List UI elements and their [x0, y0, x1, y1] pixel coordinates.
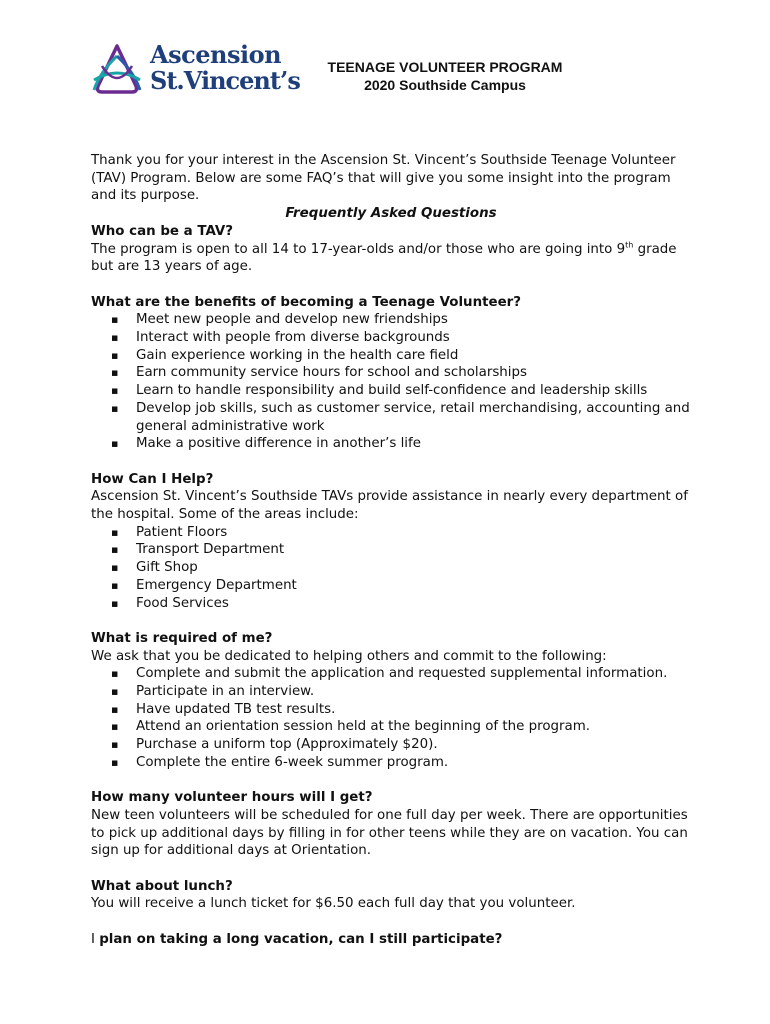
list-item: ▪ Transport Department — [91, 541, 691, 559]
answer-who — [91, 241, 691, 276]
question-lunch: What about lunch? — [91, 878, 233, 894]
document-subtitle: 2020 Southside Campus — [364, 77, 526, 93]
logo-line-ascension: Ascension — [150, 40, 282, 69]
question-vacation-prefix: I — [91, 931, 100, 947]
answer-who-superscript: th — [625, 240, 634, 250]
list-item: ▪ Complete and submit the application and requested supplemental information. — [91, 665, 691, 683]
document-body — [91, 152, 691, 949]
list-item: ▪ Make a positive difference in another’s life — [91, 435, 691, 453]
question-vacation — [91, 931, 691, 949]
benefits-list — [91, 311, 691, 453]
list-item: ▪ Purchase a uniform top (Approximately $20). — [91, 736, 691, 754]
list-item: ▪ Meet new people and develop new friendships — [91, 311, 691, 329]
question-help: How Can I Help? — [91, 471, 214, 487]
question-who: Who can be a TAV? — [91, 223, 234, 239]
intro-paragraph: Thank you for your interest in the Ascension St. Vincent’s Southside Teenage Volunteer (TAV) Program. Below are some FAQ’s that will give you some insight into the program and its purpose. — [91, 153, 676, 204]
list-item: ▪ Gain experience working in the health care field — [91, 347, 691, 365]
question-hours: How many volunteer hours will I get? — [91, 790, 373, 806]
list-item: ▪ Learn to handle responsibility and build self-confidence and leadership skills — [91, 382, 691, 400]
question-required: What is required of me? — [91, 630, 273, 646]
list-item: ▪ Attend an orientation session held at the beginning of the program. — [91, 718, 691, 736]
document-title: TEENAGE VOLUNTEER PROGRAM — [327, 59, 563, 75]
list-item: ▪ Develop job skills, such as customer service, retail merchandising, accounting and general administrative work — [91, 400, 691, 435]
question-benefits: What are the benefits of becoming a Teenage Volunteer? — [91, 294, 522, 310]
list-item: ▪ Earn community service hours for school and scholarships — [91, 364, 691, 382]
list-item: ▪ Emergency Department — [91, 577, 691, 595]
answer-who-text-end: grade but are 13 years of age. — [91, 241, 677, 275]
answer-lunch: You will receive a lunch ticket for $6.50 each full day that you volunteer. — [91, 896, 576, 912]
list-item: ▪ Participate in an interview. — [91, 683, 691, 701]
faq-heading: Frequently Asked Questions — [285, 206, 497, 222]
answer-hours: New teen volunteers will be scheduled for one full day per week. There are opportunities to pick up additional days by filling in for other teens while they are on vacation. You can sign up for additional days at Orientation. — [91, 807, 688, 859]
list-item: ▪ Complete the entire 6-week summer program. — [91, 754, 691, 772]
requirements-list — [91, 665, 691, 771]
list-item: ▪ Interact with people from diverse backgrounds — [91, 329, 691, 347]
answer-help: Ascension St. Vincent’s Southside TAVs provide assistance in nearly every department of the hospital. Some of the areas include: — [91, 489, 688, 523]
logo-wordmark — [150, 42, 300, 94]
list-item: ▪ Have updated TB test results. — [91, 701, 691, 719]
ascension-emblem-icon — [88, 42, 146, 98]
answer-required: We ask that you be dedicated to helping others and commit to the following: — [91, 648, 607, 664]
list-item: ▪ Food Services — [91, 595, 691, 613]
answer-who-text: The program is open to all 14 to 17-year-olds and/or those who are going into 9 — [91, 241, 626, 257]
question-vacation-text: plan on taking a long vacation, can I still participate? — [99, 931, 503, 947]
document-title-block — [310, 58, 580, 94]
logo-line-st-vincents: St.Vincent’s — [150, 66, 300, 95]
list-item: ▪ Patient Floors — [91, 524, 691, 542]
help-areas-list — [91, 524, 691, 613]
list-item: ▪ Gift Shop — [91, 559, 691, 577]
ascension-logo — [88, 42, 308, 98]
